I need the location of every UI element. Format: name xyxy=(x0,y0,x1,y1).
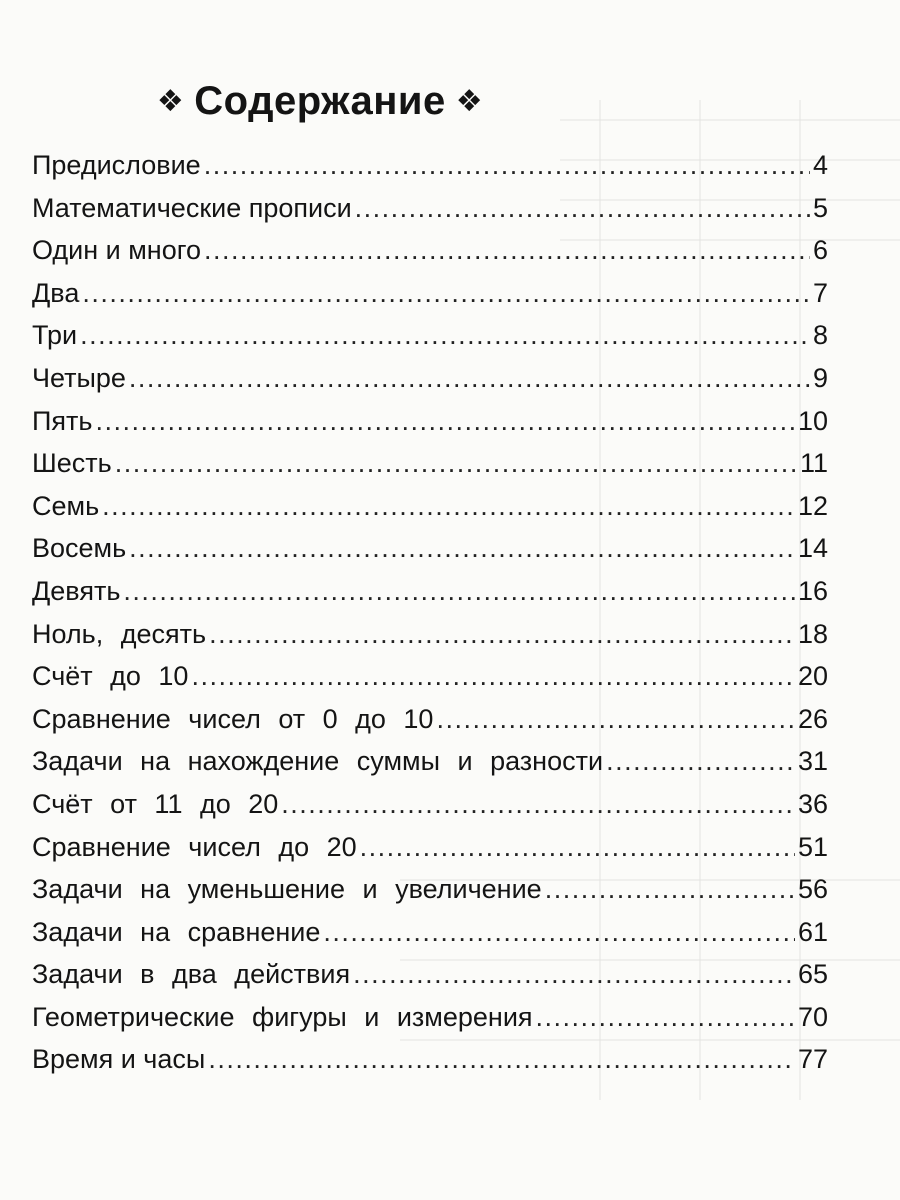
dot-leader xyxy=(129,363,810,394)
toc-entry xyxy=(32,235,828,278)
toc-entry-title: Сравнение чисел до 20 xyxy=(32,831,357,862)
toc-entry xyxy=(32,704,828,747)
toc-entry-page: 14 xyxy=(797,533,828,564)
toc-entry xyxy=(32,363,828,406)
toc-entry-page: 12 xyxy=(797,490,828,521)
toc-entry-page: 61 xyxy=(797,916,828,947)
toc-entry-page: 65 xyxy=(797,959,828,990)
ornament-right-icon: ❖ xyxy=(455,84,484,118)
toc-entry xyxy=(32,320,828,363)
toc-entry-page: 31 xyxy=(797,746,828,777)
toc-entry-title: Ноль, десять xyxy=(32,618,207,649)
toc-entry xyxy=(32,150,828,193)
toc-entry-page: 5 xyxy=(812,192,828,223)
toc-entry xyxy=(32,746,828,789)
toc-entry-title: Задачи на нахождение суммы и разности xyxy=(32,746,604,777)
toc-entry-page: 70 xyxy=(797,1001,828,1032)
dot-leader xyxy=(606,746,795,777)
page-title xyxy=(0,79,640,124)
toc-entry xyxy=(32,448,828,491)
toc-entry-title: Математические прописи xyxy=(32,192,352,223)
toc-entry xyxy=(32,406,828,449)
toc-entry-page: 9 xyxy=(812,362,828,393)
dot-leader xyxy=(360,832,795,863)
toc-entry-title: Задачи на сравнение xyxy=(32,916,321,947)
dot-leader xyxy=(436,704,795,735)
toc-entry-page: 4 xyxy=(812,150,828,180)
toc-entry xyxy=(32,1002,828,1045)
dot-leader xyxy=(204,150,810,181)
dot-leader xyxy=(82,278,810,309)
toc-entry-title: Сравнение чисел от 0 до 10 xyxy=(32,703,434,734)
toc-entry-page: 51 xyxy=(797,831,828,862)
toc-entry-page: 8 xyxy=(812,320,828,351)
toc-entry xyxy=(32,832,828,875)
toc-entry xyxy=(32,576,828,619)
toc-entry-title: Задачи в два действия xyxy=(32,959,351,990)
table-of-contents xyxy=(32,150,828,1087)
toc-entry-title: Три xyxy=(32,320,78,351)
toc-entry-page: 36 xyxy=(797,788,828,819)
dot-leader xyxy=(209,619,795,650)
toc-entry-title: Предисловие xyxy=(32,150,201,180)
toc-entry-title: Геометрические фигуры и измерения xyxy=(32,1001,533,1032)
toc-entry-page: 77 xyxy=(797,1044,828,1075)
toc-entry xyxy=(32,917,828,960)
dot-leader xyxy=(80,320,810,351)
dot-leader xyxy=(208,1044,795,1075)
toc-entry xyxy=(32,661,828,704)
dot-leader xyxy=(323,917,795,948)
toc-entry-title: Два xyxy=(32,277,80,308)
dot-leader xyxy=(102,491,795,522)
toc-entry-title: Четыре xyxy=(32,362,126,393)
toc-entry xyxy=(32,1044,828,1087)
toc-entry xyxy=(32,278,828,321)
dot-leader xyxy=(355,193,810,224)
toc-entry xyxy=(32,789,828,832)
page-title-text: Содержание xyxy=(194,78,446,123)
toc-entry-title: Восемь xyxy=(32,533,127,564)
toc-entry-page: 18 xyxy=(797,618,828,649)
toc-entry-title: Шесть xyxy=(32,448,112,479)
dot-leader xyxy=(95,406,794,437)
toc-entry-page: 11 xyxy=(799,448,828,479)
toc-entry xyxy=(32,193,828,236)
toc-entry-title: Пять xyxy=(32,405,93,436)
toc-entry-page: 16 xyxy=(797,575,828,606)
dot-leader xyxy=(536,1002,795,1033)
ornament-left-icon: ❖ xyxy=(156,84,185,118)
toc-entry-page: 20 xyxy=(797,661,828,692)
dot-leader xyxy=(129,533,795,564)
toc-entry-title: Один и много xyxy=(32,235,202,266)
dot-leader xyxy=(353,959,795,990)
toc-entry-title: Счёт до 10 xyxy=(32,661,189,692)
toc-entry-title: Задачи на уменьшение и увеличение xyxy=(32,874,542,905)
dot-leader xyxy=(545,874,795,905)
dot-leader xyxy=(123,576,795,607)
dot-leader xyxy=(115,448,797,479)
dot-leader xyxy=(204,235,810,266)
toc-entry-title: Девять xyxy=(32,575,121,606)
dot-leader xyxy=(191,661,795,692)
toc-entry-page: 26 xyxy=(797,703,828,734)
toc-entry xyxy=(32,874,828,917)
dot-leader xyxy=(281,789,795,820)
toc-entry-title: Счёт от 11 до 20 xyxy=(32,788,279,819)
toc-entry-page: 6 xyxy=(812,235,828,266)
toc-entry xyxy=(32,533,828,576)
toc-entry-page: 10 xyxy=(797,405,828,436)
toc-entry-page: 7 xyxy=(812,277,828,308)
toc-entry xyxy=(32,619,828,662)
toc-entry-title: Семь xyxy=(32,490,100,521)
toc-entry xyxy=(32,491,828,534)
toc-entry-title: Время и часы xyxy=(32,1044,206,1075)
toc-entry-page: 56 xyxy=(797,874,828,905)
toc-entry xyxy=(32,959,828,1002)
